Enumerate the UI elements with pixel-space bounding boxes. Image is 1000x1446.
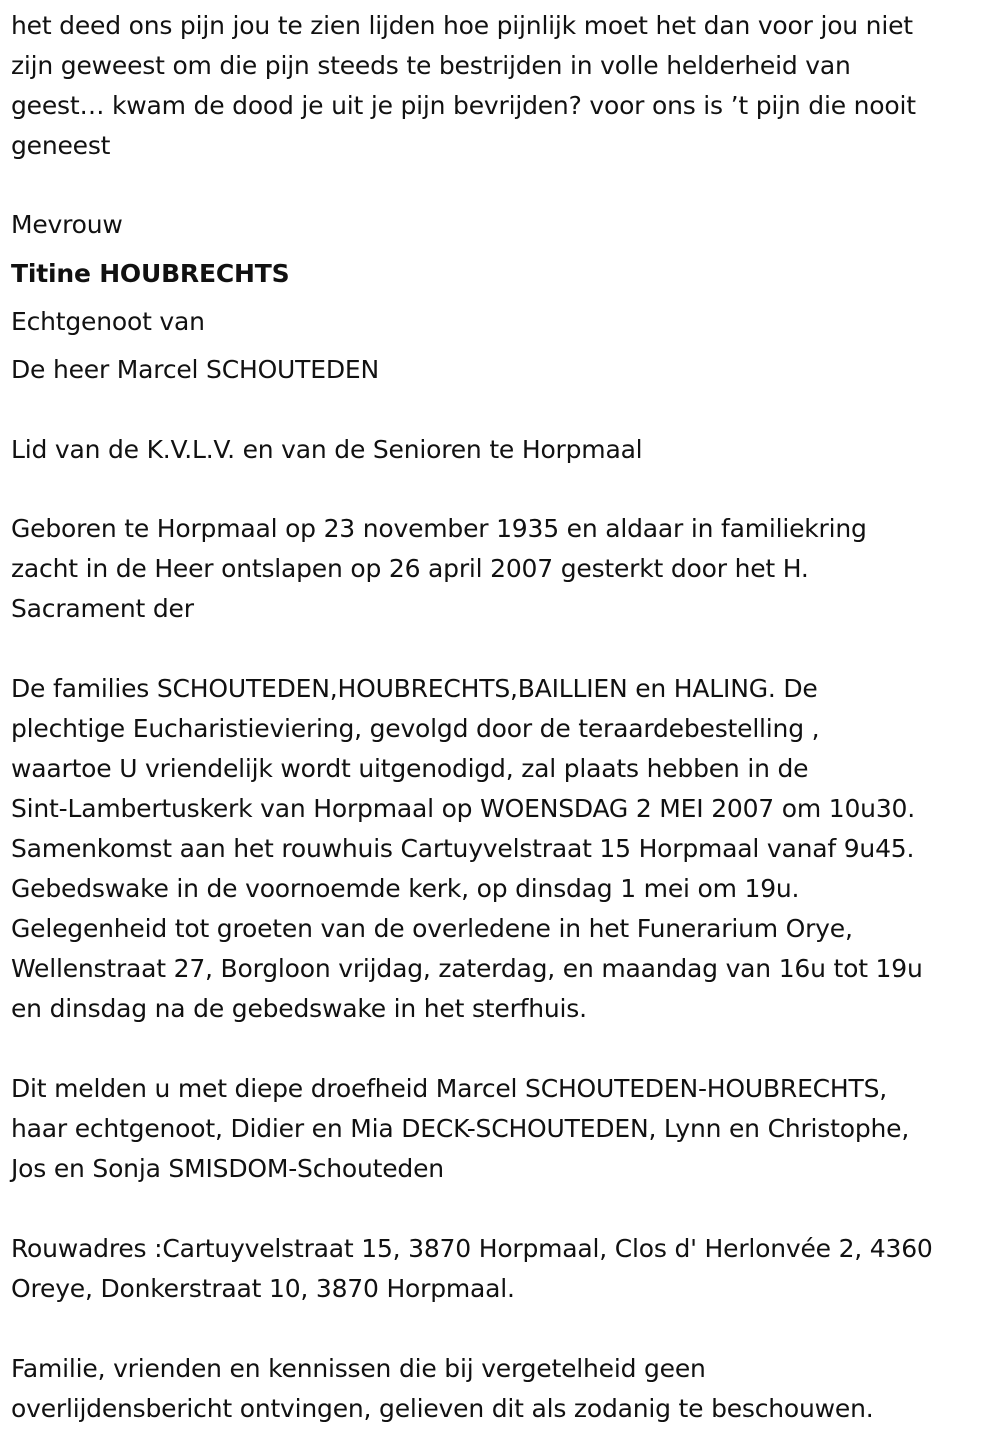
announcement-line: Dit melden u met diepe droefheid Marcel SCHOUTEDEN-HOUBRECHTS, <box>11 1074 888 1103</box>
intro-line: geneest <box>11 131 111 160</box>
closing-line: overlijdensbericht ontvingen, gelieven dit als zodanig te beschouwen. <box>11 1394 874 1423</box>
ceremony-line: De families SCHOUTEDEN,HOUBRECHTS,BAILLIEN en HALING. De <box>11 674 818 703</box>
ceremony-line: Sint-Lambertuskerk van Horpmaal op WOENSDAG 2 MEI 2007 om 10u30. <box>11 794 915 823</box>
address-line: Oreye, Donkerstraat 10, 3870 Horpmaal. <box>11 1274 515 1303</box>
ceremony-line: en dinsdag na de gebedswake in het sterfhuis. <box>11 994 587 1023</box>
ceremony-line: Wellenstraat 27, Borgloon vrijdag, zaterdag, en maandag van 16u tot 19u <box>11 954 923 983</box>
intro-line: geest… kwam de dood je uit je pijn bevrijden? voor ons is ’t pijn die nooit <box>11 91 916 120</box>
announcement-line: Jos en Sonja SMISDOM-Schouteden <box>11 1154 444 1183</box>
announcement-line: haar echtgenoot, Didier en Mia DECK-SCHOUTEDEN, Lynn en Christophe, <box>11 1114 910 1143</box>
deceased-name: Titine HOUBRECHTS <box>11 259 290 288</box>
ceremony-line: Gebedswake in de voornoemde kerk, op dinsdag 1 mei om 19u. <box>11 874 800 903</box>
ceremony-line: waartoe U vriendelijk wordt uitgenodigd, zal plaats hebben in de <box>11 754 809 783</box>
ceremony-line: plechtige Eucharistieviering, gevolgd door de teraardebestelling , <box>11 714 820 743</box>
salutation: Mevrouw <box>11 210 123 239</box>
spouse-name: De heer Marcel SCHOUTEDEN <box>11 355 379 384</box>
membership-line: Lid van de K.V.L.V. en van de Senioren te Horpmaal <box>11 435 643 464</box>
ceremony-line: Samenkomst aan het rouwhuis Cartuyvelstraat 15 Horpmaal vanaf 9u45. <box>11 834 915 863</box>
intro-line: het deed ons pijn jou te zien lijden hoe pijnlijk moet het dan voor jou niet <box>11 11 913 40</box>
address-line: Rouwadres :Cartuyvelstraat 15, 3870 Horpmaal, Clos d' Herlonvée 2, 4360 <box>11 1234 933 1263</box>
birth-death-line: Geboren te Horpmaal op 23 november 1935 en aldaar in familiekring <box>11 514 867 543</box>
birth-death-line: Sacrament der <box>11 594 194 623</box>
spouse-label: Echtgenoot van <box>11 307 205 336</box>
ceremony-line: Gelegenheid tot groeten van de overledene in het Funerarium Orye, <box>11 914 853 943</box>
closing-line: Familie, vrienden en kennissen die bij vergetelheid geen <box>11 1354 706 1383</box>
intro-line: zijn geweest om die pijn steeds te bestrijden in volle helderheid van <box>11 51 851 80</box>
birth-death-line: zacht in de Heer ontslapen op 26 april 2007 gesterkt door het H. <box>11 554 809 583</box>
